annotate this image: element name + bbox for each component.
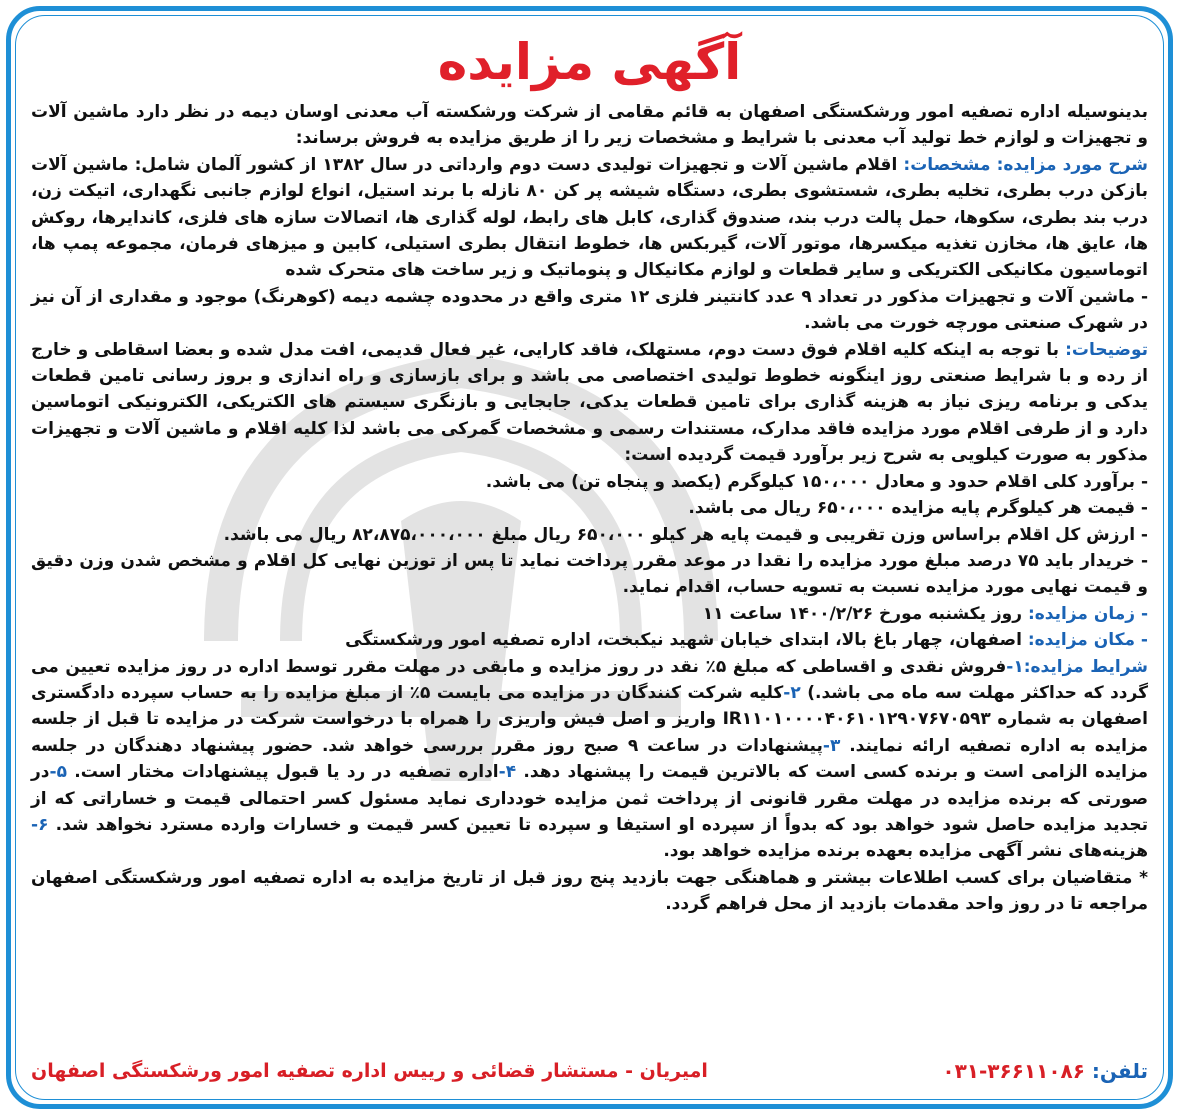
notes-label: توضیحات: [1065,339,1148,360]
phone-number: ۰۳۱-۳۶۶۱۱۰۸۶ [942,1059,1085,1083]
visit-note: * متقاضیان برای کسب اطلاعات بیشتر و هماهنگی جهت بازدید پنج روز قبل از تاریخ مزایده به اداره تصفیه امور ورشکستگی اصفهان مراجعه تا در روز واحد مقدمات بازدید از محل فراهم گردد. [31,867,1148,915]
auction-time [31,601,1148,627]
conditions-paragraph: شرایط مزایده:۱-فروش نقدی و اقساطی که مبلغ ۵٪ نقد در روز مزایده و مابقی در مهلت مقرر توسط اداره در روز مزایده تعیین می گردد که حداکثر مهلت سه ماه می باشد.) ۲-کلیه شرکت کنندگان در مزایده می بایست ۵٪ از مبلغ مزایده را به حساب سپرده دادگستری اصفهان به شماره IR۱۱۰۱۰۰۰۰۴۰۶۱۰۱۲۹۰۷۶۷۰۵۹۳ واریز و اصل فیش واریزی را همراه با درخواست شرکت در مزایده تا قبل از جلسه مزایده به اداره تصفیه ارائه نمایند. ۳-پیشنهادات در ساعت ۹ صبح روز مقرر بررسی خواهد شد. حضور پیشنهاد دهندگان در جلسه مزایده الزامی است و برنده کسی است که بالاترین قیمت را پیشنهاد دهد. ۴-اداره تصفیه در رد یا قبول پیشنهادات مختار است. ۵-در صورتی که برنده مزایده در مهلت مقرر قانونی از پرداخت ثمن مزایده خودداری نماید مسئول کسر احتمالی قیمت و خساراتی که از تجدید مزایده حاصل شود خواهد بود که بدواً از سپرده او استیفا و سپرده تا تعیین کسر قیمت و خسارات وارده مسترد نخواهد شد. ۶-هزینه‌های نشر آگهی مزایده بعهده برنده مزایده خواهد بود. [31,656,1149,862]
time-text: روز یکشنبه مورخ ۱۴۰۰/۲/۲۶ ساعت ۱۱ [702,603,1023,624]
notes-paragraph [31,337,1148,469]
specs-text: اقلام ماشین آلات و تجهیزات تولیدی دست دوم وارداتی در سال ۱۳۸۲ از کشور آلمان شامل: ماشین آلات بازکن درب بطری، تخلیه بطری، شستشوی بطری، دستگاه شیشه پر کن ۸۰ نازله با برند استیل، انواع لوازم جانبی نگهداری، اتیکت زن، درب بند بطری، سکوها، حمل پالت درب بند، صندوق گذاری، کابل های رابط، لوله گذاری ها، اتصالات سازه های فلزی، کاندایرها، روکش ها، عایق ها، مخازن تغذیه میکسرها، موتور آلات، گیربکس ها، خطوط انتقال بطری استیلی، کابین و میزهای فرمان، مجموعه پمپ ها، اتوماسیون مکانیکی الکتریکی و سایر قطعات و لوازم مکانیکال و پنوماتیک و زیر ساخت های متحرک شده [31,154,1148,281]
notes-text: با توجه به اینکه کلیه اقلام فوق دست دوم، مستهلک، فاقد کارایی، غیر فعال قدیمی، افت مدل شده و بعضا اسقاطی و خارج از رده و با شرایط صنعتی روز اینگونه خطوط تولیدی اختصاصی می باشد و برای بازسازی و راه اندازی و بروز رسانی تامین قطعات یدکی و برنامه ریزی نیاز به هزینه گذاری برای تامین قطعات یدکی، جابجایی و بازنگری سیستم های الکتریکی، الکترونیکی اتوماسین دارد و از طرفی اقلام مورد مزایده فاقد مدارک، مستندات رسمی و مشخصات گمرکی می باشد لذا کلیه اقلام و ماشین آلات و تجهیزات مذکور به صورت کیلویی به شرح زیر برآورد قیمت گردیده است: [31,339,1148,466]
notes-item-total-weight: - برآورد کلی اقلام حدود و معادل ۱۵۰،۰۰۰ کیلوگرم (یکصد و پنجاه تن) می باشد. [485,471,1148,492]
notes-item-unit-price: - قیمت هر کیلوگرم پایه مزایده ۶۵۰،۰۰۰ ریال می باشد. [688,498,1148,519]
intro-paragraph: بدینوسیله اداره تصفیه امور ورشکستگی اصفهان به قائم مقامی از شرکت ورشکسته آب معدنی اوسان دیمه در نظر دارد ماشین آلات و تجهیزات و لوازم خط تولید آب معدنی با شرایط و مشخصات زیر را از طریق مزایده به فروش برساند: [31,102,1148,149]
announcement-frame [6,6,1173,1109]
footer [31,1054,1148,1088]
place-label: - مکان مزایده: [1027,630,1148,651]
signature: امیریان - مستشار قضائی و رییس اداره تصفیه امور ورشکستگی اصفهان [31,1060,708,1082]
specs-paragraph [31,152,1148,284]
phone-line [942,1059,1148,1083]
notes-item-total-value: - ارزش کل اقلام براساس وزن تقریبی و قیمت پایه هر کیلو ۶۵۰،۰۰۰ ریال مبلغ ۸۲،۸۷۵،۰۰۰،۰۰۰ ریال می باشد. [223,524,1148,545]
place-text: اصفهان، چهار باغ بالا، ابتدای خیابان شهید نیکبخت، اداره تصفیه امور ورشکستگی [345,630,1022,651]
conditions-label: شرایط مزایده: [1023,656,1148,677]
specs-label: شرح مورد مزایده: مشخصات: [903,154,1148,175]
notes-item-payment: - خریدار باید ۷۵ درصد مبلغ مورد مزایده را نقدا در موعد مقرر پرداخت نماید تا پس از توزین نهایی کل اقلام و مشخص شدن وزن دقیق و قیمت نهایی مورد مزایده نسبت به تسویه حساب، اقدام نماید. [31,550,1148,598]
auction-place [31,627,1148,653]
announcement-body [31,25,1148,1094]
phone-label: تلفن: [1091,1059,1148,1083]
page-title: آگهی مزایده [437,33,742,91]
specs-location: - ماشین آلات و تجهیزات مذکور در تعداد ۹ عدد کانتینر فلزی ۱۲ متری واقع در محدوده چشمه دیمه (کوهرنگ) موجود و مقداری از آن نیز در شهرک صنعتی مورچه خورت می باشد. [31,286,1149,334]
time-label: - زمان مزایده: [1027,603,1148,624]
